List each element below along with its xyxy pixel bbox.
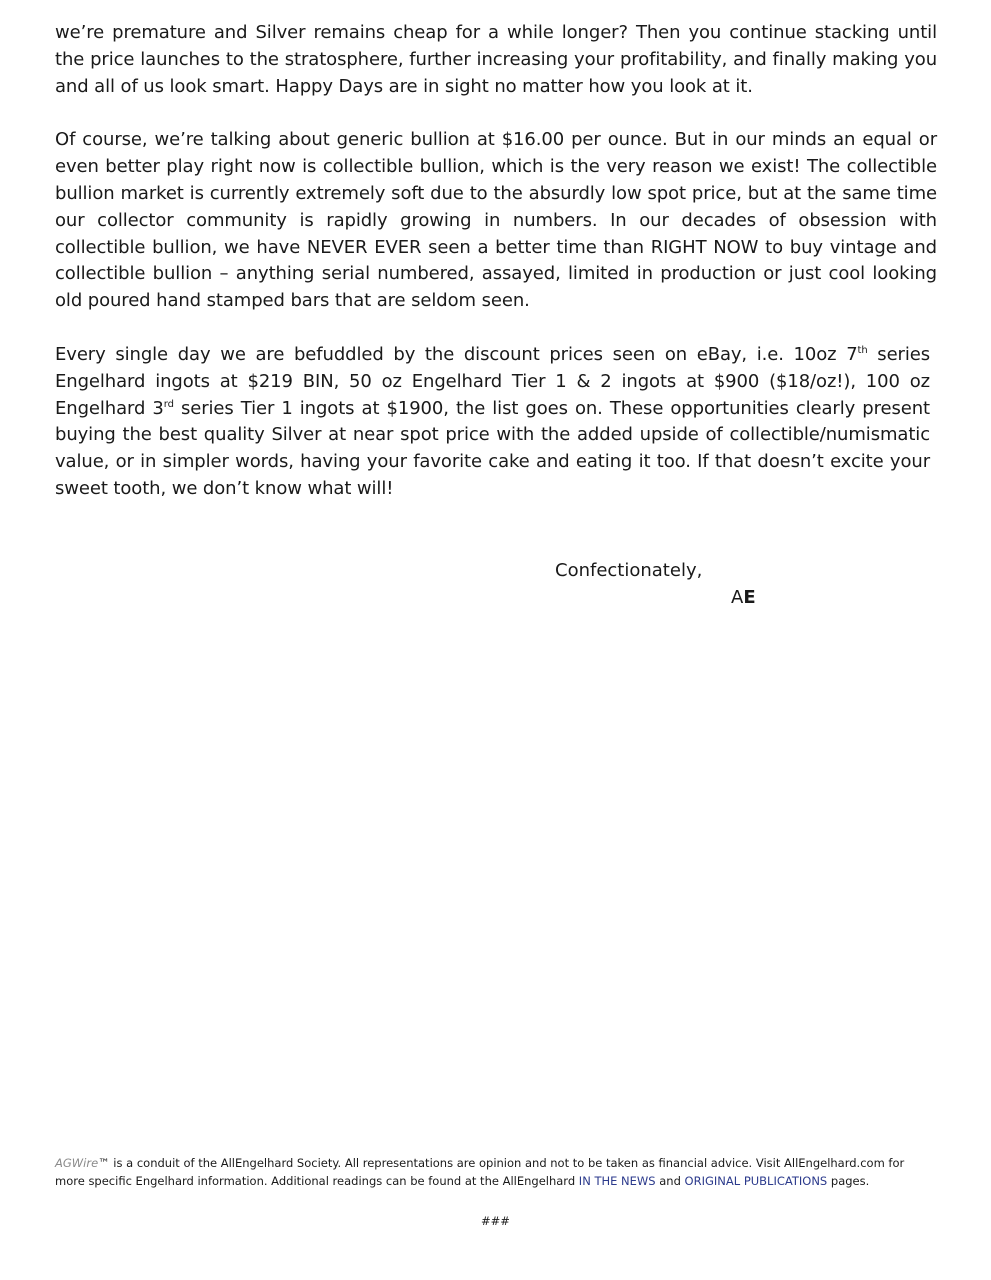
footer-text: ™ is a conduit of the AllEngelhard Society. All representations are opinion and not to be taken as financial advice. Visit AllEngelhard.com for more specific Engelhard information. Additional readings can be found at the AllEngelhard (55, 1156, 905, 1188)
superscript-th: th (857, 344, 868, 356)
paragraph-1: we’re premature and Silver remains cheap for a while longer? Then you continue stacking until the price launches to the stratosphere, further increasing your profitability, and finally making you and all of us look smart. Happy Days are in sight no matter how you look at it. (55, 22, 937, 97)
original-publications-link[interactable]: ORIGINAL PUBLICATIONS (684, 1174, 828, 1188)
paragraph-3-part-a: Every single day we are befuddled by the discount prices seen on eBay, i.e. 10oz 7 (55, 343, 858, 365)
paragraph-3 (55, 342, 930, 503)
footer-pages: pages. (827, 1174, 870, 1188)
closing-salutation: Confectionately, (555, 560, 703, 581)
document-body (55, 20, 937, 530)
paragraph-2: Of course, we’re talking about generic bullion at $16.00 per ounce. But in our minds an equal or even better play right now is collectible bullion, which is the very reason we exist! The collectible bullion market is currently extremely soft due to the absurdly low spot price, but at the same time our collector community is rapidly growing in numbers. In our decades of obsession with collectible bullion, we have NEVER EVER seen a better time than RIGHT NOW to buy vintage and collectible bullion – anything serial numbered, assayed, limited in production or just cool looking old poured hand stamped bars that are seldom seen. (55, 129, 937, 312)
superscript-rd: rd (163, 398, 174, 410)
end-mark: ### (481, 1214, 510, 1228)
footer-brand-wire: Wire (71, 1156, 99, 1170)
footer-and: and (655, 1174, 685, 1188)
signature-initials (731, 585, 756, 611)
paragraph-3-part-c: series Tier 1 ingots at $1900, the list goes on. These opportunities clearly present buying the best quality Silver at near spot price with the added upside of collectible/numismatic value, or in simpler words, having your favorite cake and eating it too. If that doesn’t excite your sweet tooth, we don’t know what will! (55, 397, 930, 499)
signature-e: E (743, 587, 756, 608)
footer-brand (55, 1156, 98, 1170)
footer-disclaimer (55, 1154, 937, 1190)
signature-a: A (731, 587, 744, 608)
paragraph-3-part-b: series Engelhard ingots at $219 BIN, 50 oz Engelhard Tier 1 & 2 ingots at $900 ($18/oz!), 100 oz Engelhard 3 (55, 343, 931, 419)
footer-brand-ag: AG (55, 1156, 72, 1170)
in-the-news-link[interactable]: IN THE NEWS (578, 1174, 656, 1188)
